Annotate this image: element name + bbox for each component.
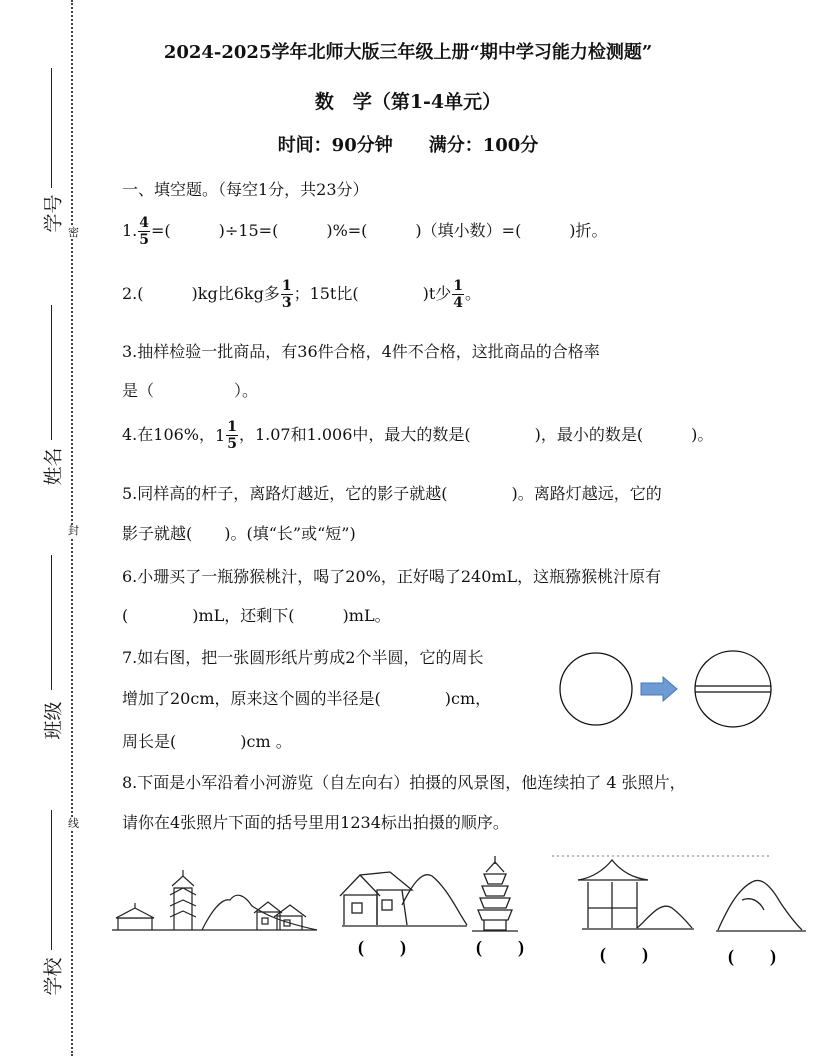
- question-3-line-2: 是（ ）。: [122, 381, 259, 400]
- q4-frac-den: 5: [227, 436, 237, 452]
- student-id-label: 学号: [42, 194, 65, 233]
- exam-time-info: 时间：90分钟 满分：100分: [277, 135, 539, 156]
- q4-frac-num: 1: [227, 419, 237, 435]
- student-id-underline: [51, 68, 52, 188]
- q2-prefix: 2.( )kg比6kg多: [122, 284, 280, 303]
- seal-char-feng: 封: [68, 524, 79, 537]
- q2-frac1-den: 3: [281, 295, 292, 311]
- question-5-line-1: 5.同样高的杆子，离路灯越近，它的影子就越( )。离路灯越远，它的: [122, 484, 662, 503]
- q1-rest: =( )÷15=( )%=( )（填小数）=( )折。: [151, 221, 608, 240]
- question-7-line-3: 周长是( )cm 。: [122, 732, 292, 751]
- question-6-line-2: ( )mL，还剩下( )mL。: [122, 606, 391, 625]
- name-label: 姓名: [42, 447, 65, 486]
- question-5-line-2: 影子就越( )。(填“长”或“短”): [122, 524, 356, 543]
- question-2: [122, 279, 481, 310]
- question-6-line-1: 6.小珊买了一瓶猕猴桃汁，喝了20%，正好喝了240mL，这瓶猕猴桃汁原有: [122, 567, 662, 586]
- q2-suffix: 。: [465, 284, 482, 303]
- q4-prefix: 4.在106%，: [122, 425, 216, 444]
- photo-4-bracket: ( ): [728, 946, 776, 966]
- seal-char-mi: 密: [68, 226, 79, 239]
- q4-mixed-whole: 1: [215, 426, 226, 445]
- q1-prefix: 1.: [122, 221, 138, 240]
- photo-pavilion: [578, 860, 694, 929]
- q1-frac-num: 4: [139, 215, 150, 231]
- class-label: 班级: [42, 701, 65, 740]
- photo-pagoda: [472, 856, 518, 931]
- q1-frac-den: 5: [139, 232, 150, 248]
- photo-house: [340, 872, 467, 926]
- panorama-picture: [112, 870, 317, 930]
- question-3-line-1: 3.抽样检验一批商品，有36件合格，4件不合格，这批商品的合格率: [122, 342, 600, 361]
- q2-frac1-num: 1: [281, 278, 292, 294]
- arrow-right-icon: [641, 677, 677, 701]
- photo-mountain: [716, 880, 806, 931]
- cut-circle: [695, 651, 771, 727]
- photo-1-bracket: ( ): [358, 937, 406, 957]
- q2-frac2-num: 1: [453, 278, 464, 294]
- school-underline: [51, 810, 52, 950]
- q1-fraction: [138, 216, 150, 247]
- name-underline: [51, 305, 52, 440]
- question-8-line-1: 8.下面是小军沿着小河游览（自左向右）拍摄的风景图，他连续拍了 4 张照片，: [122, 773, 686, 792]
- class-underline: [51, 555, 52, 690]
- seal-char-xian: 线: [68, 817, 79, 830]
- question-4: [122, 420, 713, 451]
- school-label: 学校: [42, 957, 65, 996]
- q2-fraction-2: [452, 279, 464, 310]
- question-8-line-2: 请你在4张照片下面的括号里用1234标出拍摄的顺序。: [122, 813, 509, 832]
- question-1: [122, 216, 608, 247]
- question-7-line-2: 增加了20cm，原来这个圆的半径是( )cm，: [122, 689, 492, 708]
- exam-subject: 数 学（第1-4单元）: [314, 91, 502, 113]
- landscape-photos: [112, 850, 806, 975]
- section-heading: 一、填空题。（每空1分，共23分）: [122, 180, 369, 199]
- q4-rest: ，1.07和1.006中，最大的数是( )，最小的数是( )。: [238, 425, 714, 444]
- q2-fraction-1: [281, 279, 293, 310]
- q4-fraction: [226, 420, 238, 451]
- photo-3-bracket: ( ): [600, 944, 648, 964]
- q2-middle: ；15t比( )t少: [293, 284, 452, 303]
- question-7-line-1: 7.如右图，把一张圆形纸片剪成2个半圆，它的周长: [122, 648, 484, 667]
- photo-2-bracket: ( ): [476, 937, 524, 957]
- circle-cut-figure: [555, 645, 775, 735]
- exam-title: 2024-2025学年北师大版三年级上册“期中学习能力检测题”: [163, 42, 653, 63]
- whole-circle: [560, 653, 632, 725]
- q2-frac2-den: 4: [453, 295, 464, 311]
